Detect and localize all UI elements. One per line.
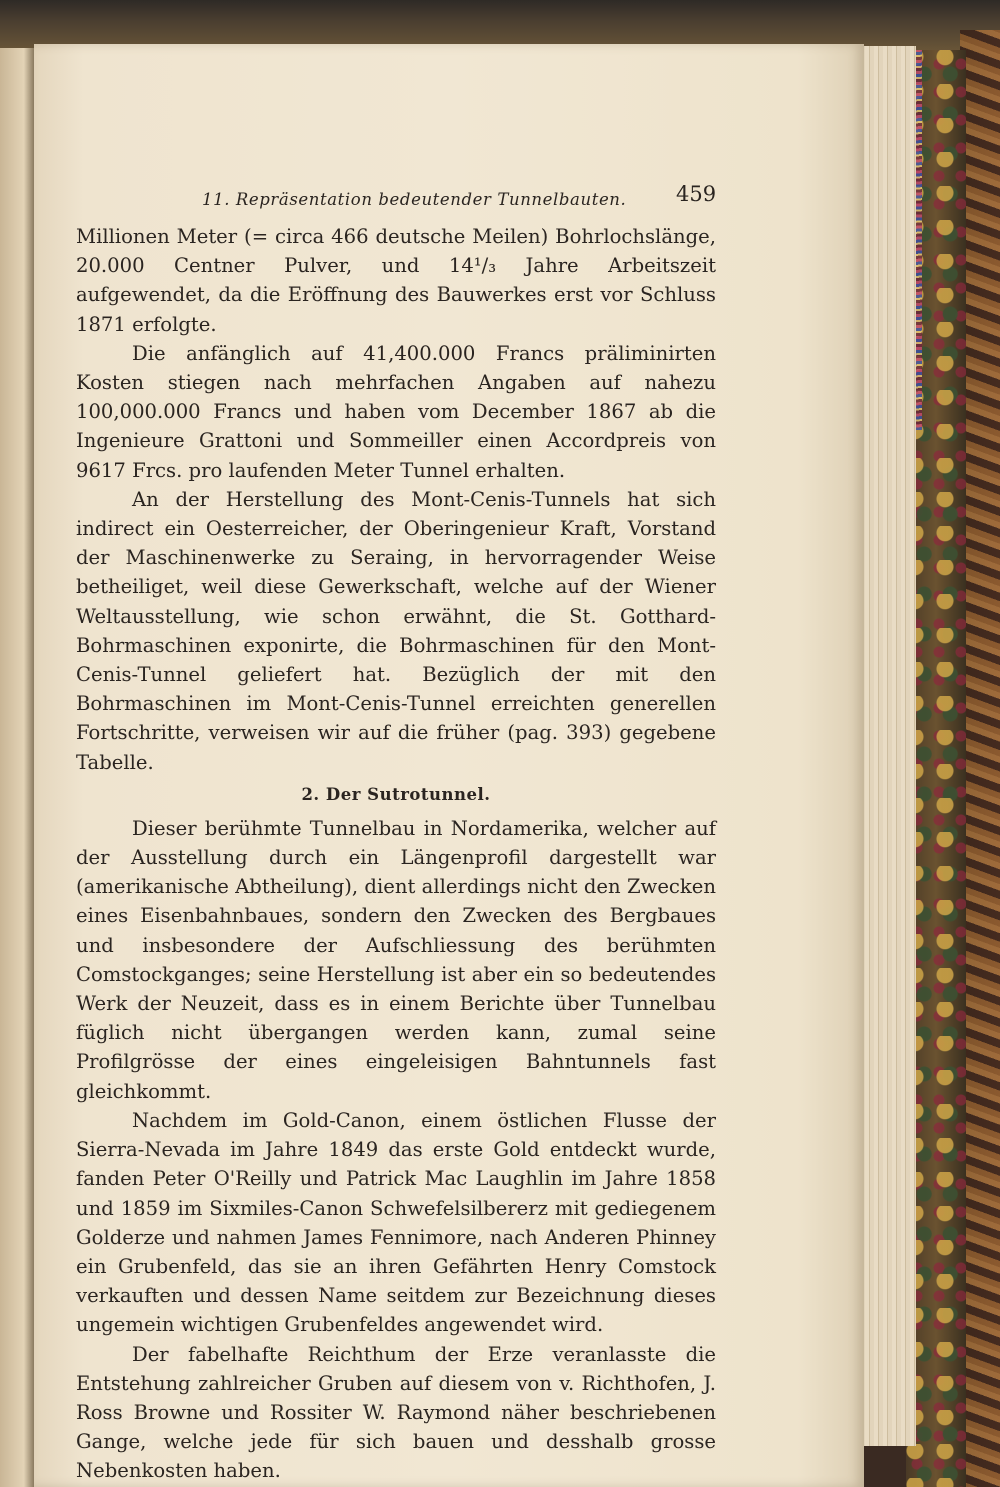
book-cover-right (960, 30, 1000, 1487)
page-text (76, 182, 716, 1486)
paragraph: Millionen Meter (= circa 466 deutsche Meilen) Bohrlochslänge, 20.000 Centner Pulver, und 14¹/₃ Jahre Arbeitszeit aufgewendet, da die Eröffnung des Bauwerkes erst vor Schluss 1871 erfolgte. (76, 225, 716, 336)
page-number: 459 (676, 182, 717, 206)
page-header (76, 182, 716, 222)
section-heading: 2. Der Sutrotunnel. (301, 784, 491, 804)
paragraph: An der Herstellung des Mont-Cenis-Tunnels hat sich indirect ein Oesterreicher, der Oberingenieur Kraft, Vorstand der Maschinenwerke zu Seraing, in hervorragender Weise betheiliget, weil diese Gewerkschaft, welche auf der Wiener Weltausstellung, wie schon erwähnt, die St. Gotthard-Bohrmaschinen exponirte, die Bohrmaschinen für den Mont-Cenis-Tunnel geliefert hat. Bezüglich der mit den Bohrmaschinen im Mont-Cenis-Tunnel erreichten generellen Fortschritte, verweisen wir auf die früher (pag. 393) gegebene Tabelle. (76, 487, 716, 774)
paragraph: Die anfänglich auf 41,400.000 Francs präliminirten Kosten stiegen nach mehrfachen Angaben auf nahezu 100,000.000 Francs und haben vom December 1867 ab die Ingenieure Grattoni und Sommeiller einen Accordpreis von 9617 Frcs. pro laufenden Meter Tunnel erhalten. (76, 341, 716, 482)
book-page (34, 44, 864, 1487)
paragraph: Der fabelhafte Reichthum der Erze veranlasste die Entstehung zahlreicher Gruben auf diesem von v. Richthofen, J. Ross Browne und Rossiter W. Raymond näher beschriebenen Gange, welche jede für sich bauen und desshalb grosse Nebenkosten haben. (76, 1342, 716, 1483)
paragraph: Dieser berühmte Tunnelbau in Nordamerika, welcher auf der Ausstellung durch ein Längenprofil dargestellt war (amerikanische Abtheilung), dient allerdings nicht den Zwecken eines Eisenbahnbaues, sondern den Zwecken des Bergbaues und insbesondere der Aufschliessung des berühmten Comstockganges; seine Herstellung ist aber ein so bedeutendes Werk der Neuzeit, dass es in einem Berichte über Tunnelbau füglich nicht übergangen werden kann, zumal seine Profilgrösse der eines eingeleisigen Bahntunnels fast gleichkommt. (76, 816, 716, 1103)
facing-page-edge (0, 48, 34, 1487)
page-stack-edge (856, 46, 916, 1446)
paragraph: Nachdem im Gold-Canon, einem östlichen Flusse der Sierra-Nevada im Jahre 1849 das erste Gold entdeckt wurde, fanden Peter O'Reilly und Patrick Mac Laughlin im Jahre 1858 und 1859 im Sixmiles-Canon Schwefelsilbererz mit gediegenem Golderze und nahmen James Fennimore, nach Anderen Phinney ein Grubenfeld, das sie an ihren Gefährten Henry Comstock verkauften und dessen Name seitdem zur Bezeichnung dieses ungemein wichtigen Grubenfeldes angewendet wird. (76, 1108, 716, 1337)
running-title: 11. Repräsentation bedeutender Tunnelbauten. (202, 190, 627, 209)
